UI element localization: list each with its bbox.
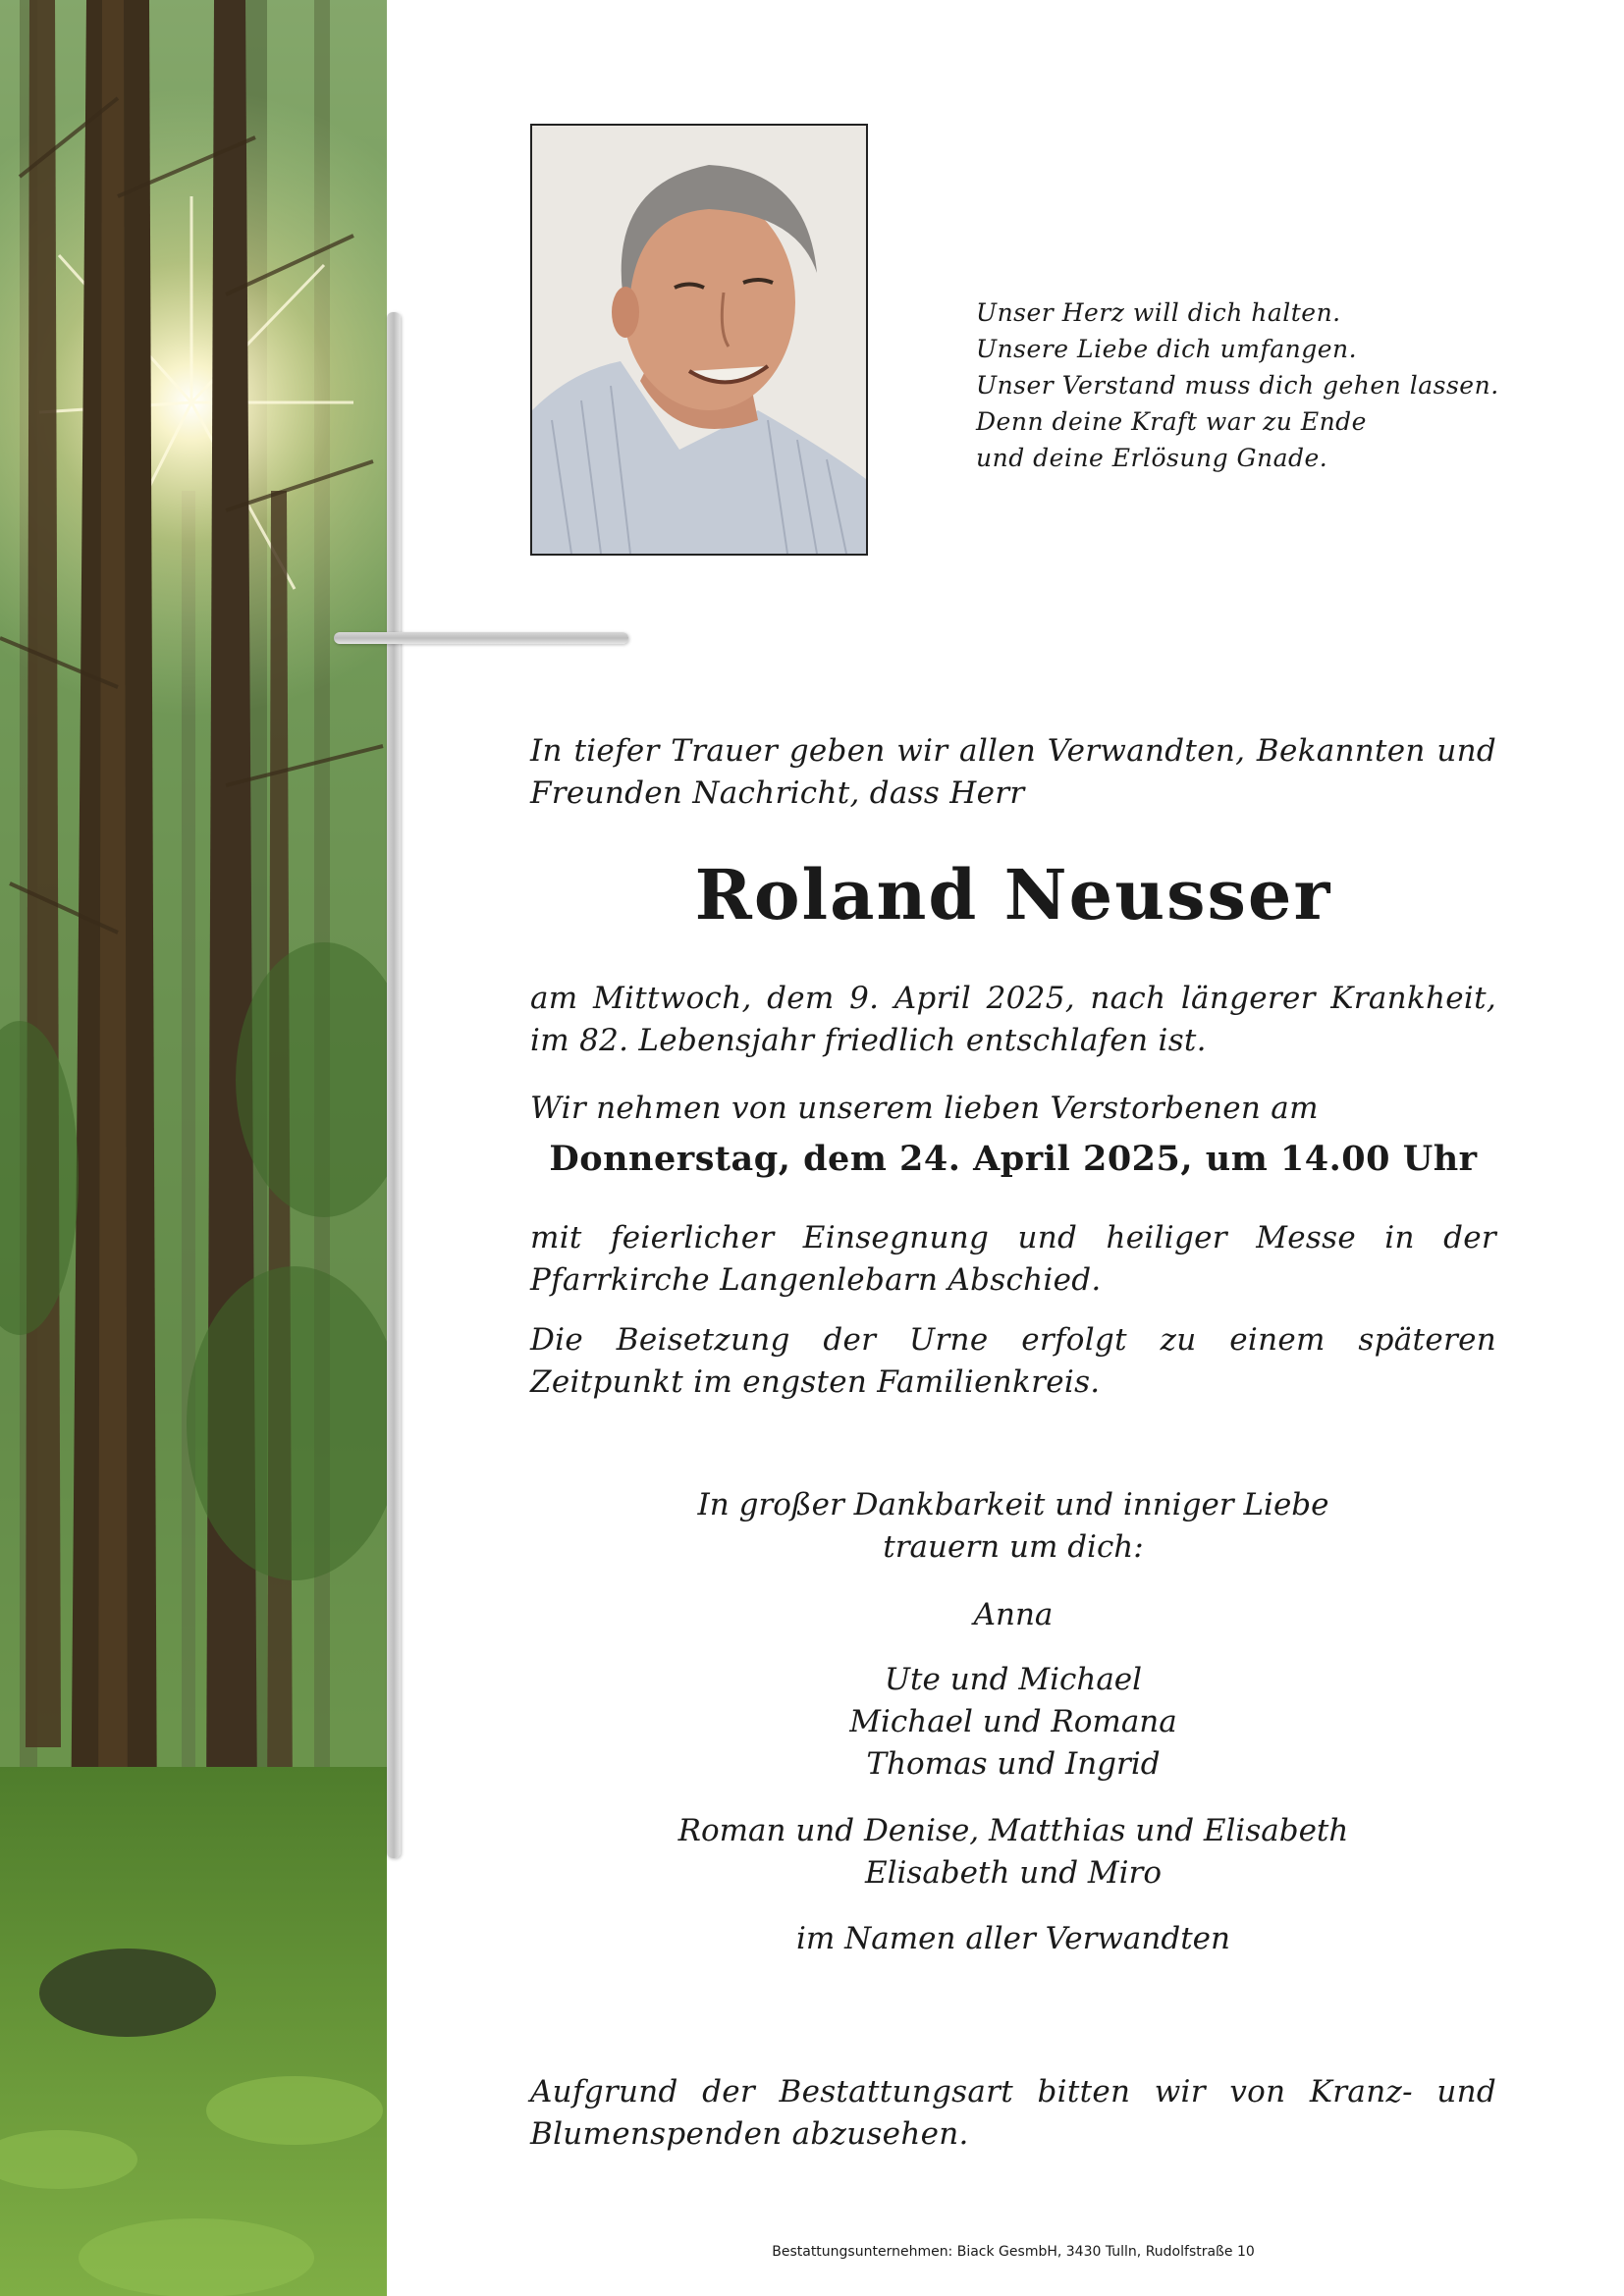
poem [976, 294, 1565, 476]
family-name-line: Elisabeth und Miro [864, 1855, 1163, 1891]
poem-line: Unser Verstand muss dich gehen lassen. [976, 371, 1499, 400]
family-name-line: Ute und Michael [884, 1662, 1143, 1697]
death-notice-paragraph: am Mittwoch, dem 9. April 2025, nach längerer Krankheit, im 82. Lebensjahr friedlich entschlafen ist. [530, 981, 1496, 1058]
poem-line: Unsere Liebe dich umfangen. [976, 335, 1358, 363]
farewell-intro: Wir nehmen von unserem lieben Verstorbenen am [530, 1091, 1319, 1126]
flowers-note: Aufgrund der Bestattungsart bitten wir von Kranz- und Blumenspenden abzusehen. [530, 2074, 1496, 2152]
poem-line: Denn deine Kraft war zu Ende [976, 407, 1367, 436]
forest-illustration [0, 0, 387, 2296]
family-group-3 [530, 1810, 1496, 1895]
family-name-line: Roman und Denise, Matthias und Elisabeth [677, 1813, 1349, 1848]
cross-vertical-beam [387, 312, 401, 1858]
funeral-home-footer: Bestattungsunternehmen: Biack GesmbH, 3430 Tulln, Rudolfstraße 10 [772, 2244, 1255, 2260]
burial-paragraph: Die Beisetzung der Urne erfolgt zu einem späteren Zeitpunkt im engsten Familienkreis. [530, 1322, 1496, 1400]
poem-line: Unser Herz will dich halten. [976, 298, 1341, 327]
cross-horizontal-beam [334, 632, 628, 644]
family-name-line: Thomas und Ingrid [866, 1746, 1161, 1782]
portrait-photo [530, 124, 868, 556]
farewell-date: Donnerstag, dem 24. April 2025, um 14.00 Uhr [549, 1139, 1478, 1179]
closing-line: im Namen aller Verwandten [796, 1921, 1230, 1956]
family-group-1 [530, 1594, 1496, 1636]
family-group-2 [530, 1659, 1496, 1786]
intro-paragraph: In tiefer Trauer geben wir allen Verwandten, Bekannten und Freunden Nachricht, dass Herr [530, 733, 1496, 811]
poem-line: und deine Erlösung Gnade. [976, 444, 1328, 472]
forest-background-image [0, 0, 387, 2296]
mourning-intro-line: In großer Dankbarkeit und inniger Liebe [697, 1487, 1329, 1522]
family-name-line: Anna [973, 1597, 1054, 1632]
deceased-name: Roland Neusser [694, 854, 1332, 935]
family-name-line: Michael und Romana [849, 1704, 1177, 1739]
ceremony-paragraph: mit feierlicher Einsegnung und heiliger Messe in der Pfarrkirche Langenlebarn Abschied. [530, 1220, 1496, 1298]
mourning-intro [530, 1484, 1496, 1569]
portrait-illustration [532, 126, 866, 554]
mourning-intro-line: trauern um dich: [883, 1529, 1144, 1565]
